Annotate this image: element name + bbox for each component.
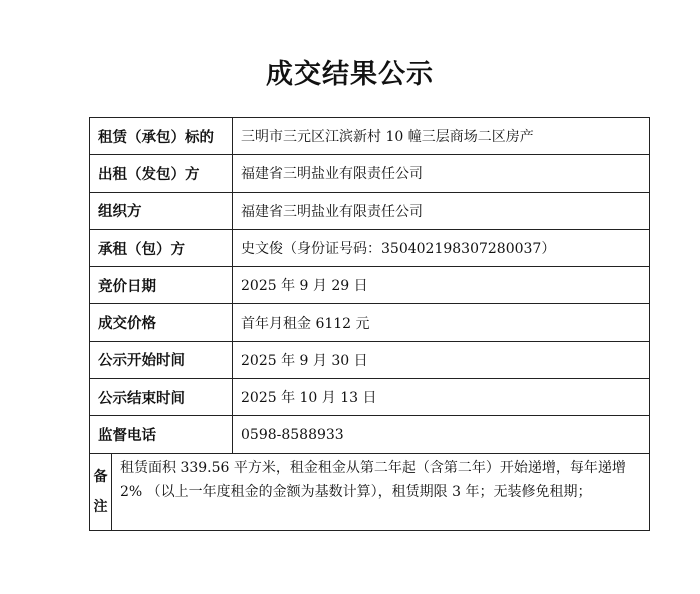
row-value-notice-start: 2025 年 9 月 30 日 bbox=[233, 341, 650, 378]
table-row bbox=[90, 379, 650, 416]
row-value-organizer: 福建省三明盐业有限责任公司 bbox=[233, 192, 650, 229]
row-label-bid-date: 竞价日期 bbox=[90, 267, 233, 304]
row-label-organizer: 组织方 bbox=[90, 192, 233, 229]
table-row bbox=[90, 267, 650, 304]
note-label bbox=[90, 453, 112, 530]
result-table bbox=[89, 117, 650, 531]
note-row bbox=[90, 453, 650, 530]
row-value-hotline: 0598-8588933 bbox=[233, 416, 650, 453]
table-row bbox=[90, 304, 650, 341]
table-row bbox=[90, 192, 650, 229]
row-value-bid-date: 2025 年 9 月 29 日 bbox=[233, 267, 650, 304]
row-label-hotline: 监督电话 bbox=[90, 416, 233, 453]
row-label-lessee: 承租（包）方 bbox=[90, 229, 233, 266]
table-row bbox=[90, 118, 650, 155]
row-label-lessor: 出租（发包）方 bbox=[90, 155, 233, 192]
table-row bbox=[90, 229, 650, 266]
row-label-lease-subject: 租赁（承包）标的 bbox=[90, 118, 233, 155]
row-label-deal-price: 成交价格 bbox=[90, 304, 233, 341]
row-value-lessor: 福建省三明盐业有限责任公司 bbox=[233, 155, 650, 192]
row-label-notice-start: 公示开始时间 bbox=[90, 341, 233, 378]
note-label-line1: 备 bbox=[93, 468, 108, 485]
table-row bbox=[90, 155, 650, 192]
table-row bbox=[90, 416, 650, 453]
row-value-deal-price: 首年月租金 6112 元 bbox=[233, 304, 650, 341]
table-row bbox=[90, 341, 650, 378]
row-label-notice-end: 公示结束时间 bbox=[90, 379, 233, 416]
note-text: 租赁面积 339.56 平方米，租金租金从第二年起（含第二年）开始递增，每年递增 2% （以上一年度租金的金额为基数计算），租赁期限 3 年；无装修免租期； bbox=[112, 453, 650, 530]
row-value-notice-end: 2025 年 10 月 13 日 bbox=[233, 379, 650, 416]
note-label-line2: 注 bbox=[93, 498, 108, 515]
row-value-lease-subject: 三明市三元区江滨新村 10 幢三层商场二区房产 bbox=[233, 118, 650, 155]
row-value-lessee: 史文俊（身份证号码：350402198307280037） bbox=[233, 229, 650, 266]
page-title: 成交结果公示 bbox=[266, 59, 434, 90]
